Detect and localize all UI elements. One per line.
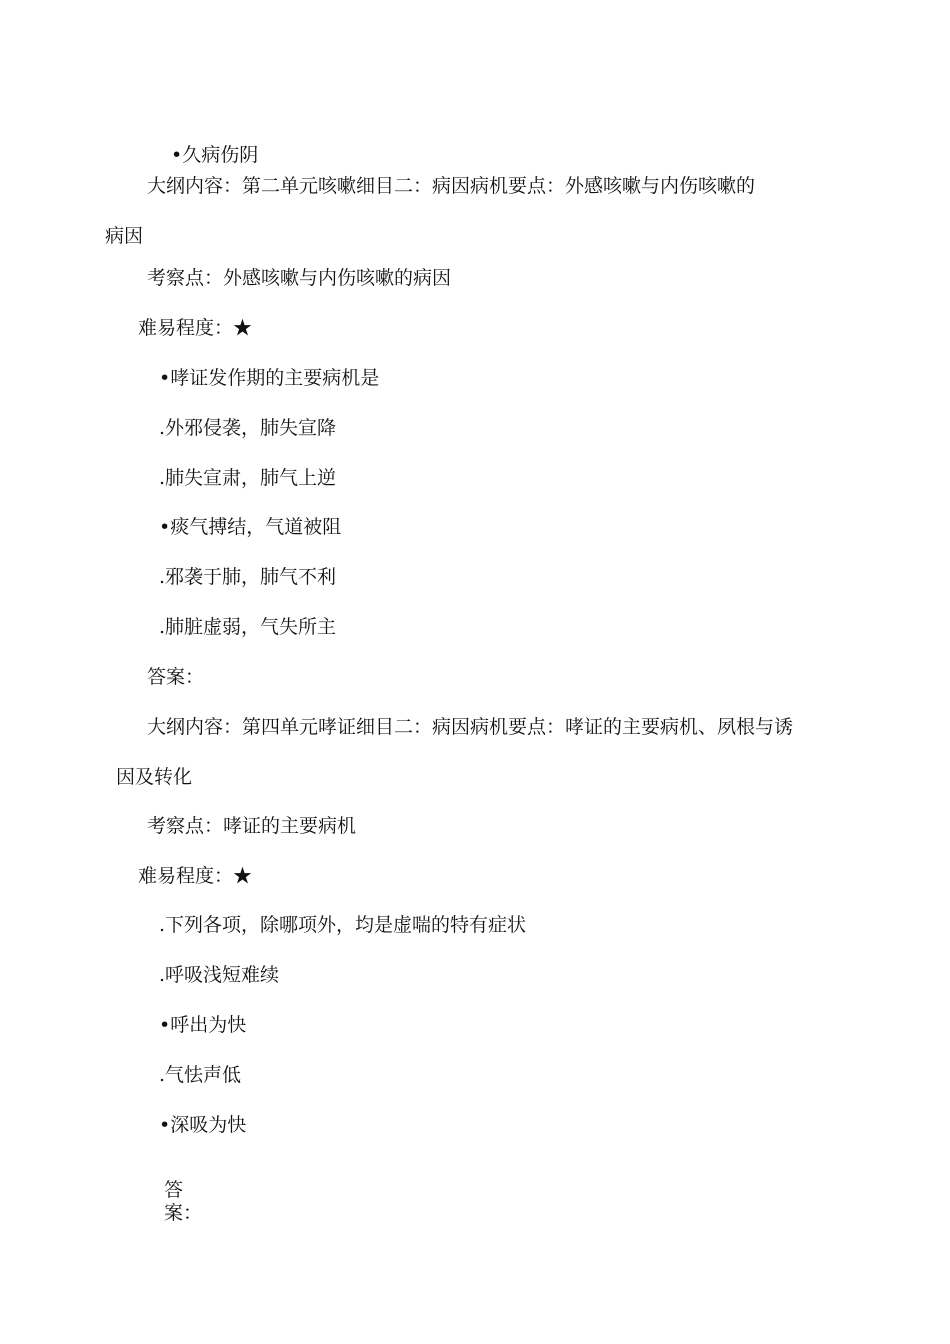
option-text: •呼出为快 xyxy=(159,1014,247,1036)
option-text: .外邪侵袭，肺失宣降 xyxy=(159,417,337,439)
option-text: •深吸为快 xyxy=(159,1114,247,1136)
question-stem: .下列各项，除哪项外，均是虚喘的特有症状 xyxy=(159,914,527,936)
option-text: .呼吸浅短难续 xyxy=(159,964,280,986)
exam-point-line: 考察点：外感咳嗽与内伤咳嗽的病因 xyxy=(147,267,452,289)
option-text: .肺失宣肃，肺气上逆 xyxy=(159,467,337,489)
question-stem: •哮证发作期的主要病机是 xyxy=(159,367,380,389)
option-text: •痰气搏结，气道被阻 xyxy=(159,516,342,538)
answer-label-part: 答 xyxy=(164,1179,184,1201)
option-text: .气怯声低 xyxy=(159,1064,242,1086)
answer-label-part: 案： xyxy=(164,1202,203,1224)
exam-point-line: 考察点：哮证的主要病机 xyxy=(147,815,357,837)
syllabus-content-line: 大纲内容：第四单元哮证细目二：病因病机要点：哮证的主要病机、夙根与诱 xyxy=(147,716,794,738)
option-text: .肺脏虚弱，气失所主 xyxy=(159,616,337,638)
difficulty-line: 难易程度：★ xyxy=(138,865,253,887)
option-text: .邪袭于肺，肺气不利 xyxy=(159,566,337,588)
difficulty-line: 难易程度：★ xyxy=(138,317,253,339)
syllabus-content-continuation: 因及转化 xyxy=(116,766,193,788)
syllabus-content-continuation: 病因 xyxy=(105,225,144,247)
answer-label: 答案： xyxy=(147,666,205,688)
syllabus-content-line: 大纲内容：第二单元咳嗽细目二：病因病机要点：外感咳嗽与内伤咳嗽的 xyxy=(147,175,756,197)
option-text: •久病伤阴 xyxy=(171,144,259,166)
